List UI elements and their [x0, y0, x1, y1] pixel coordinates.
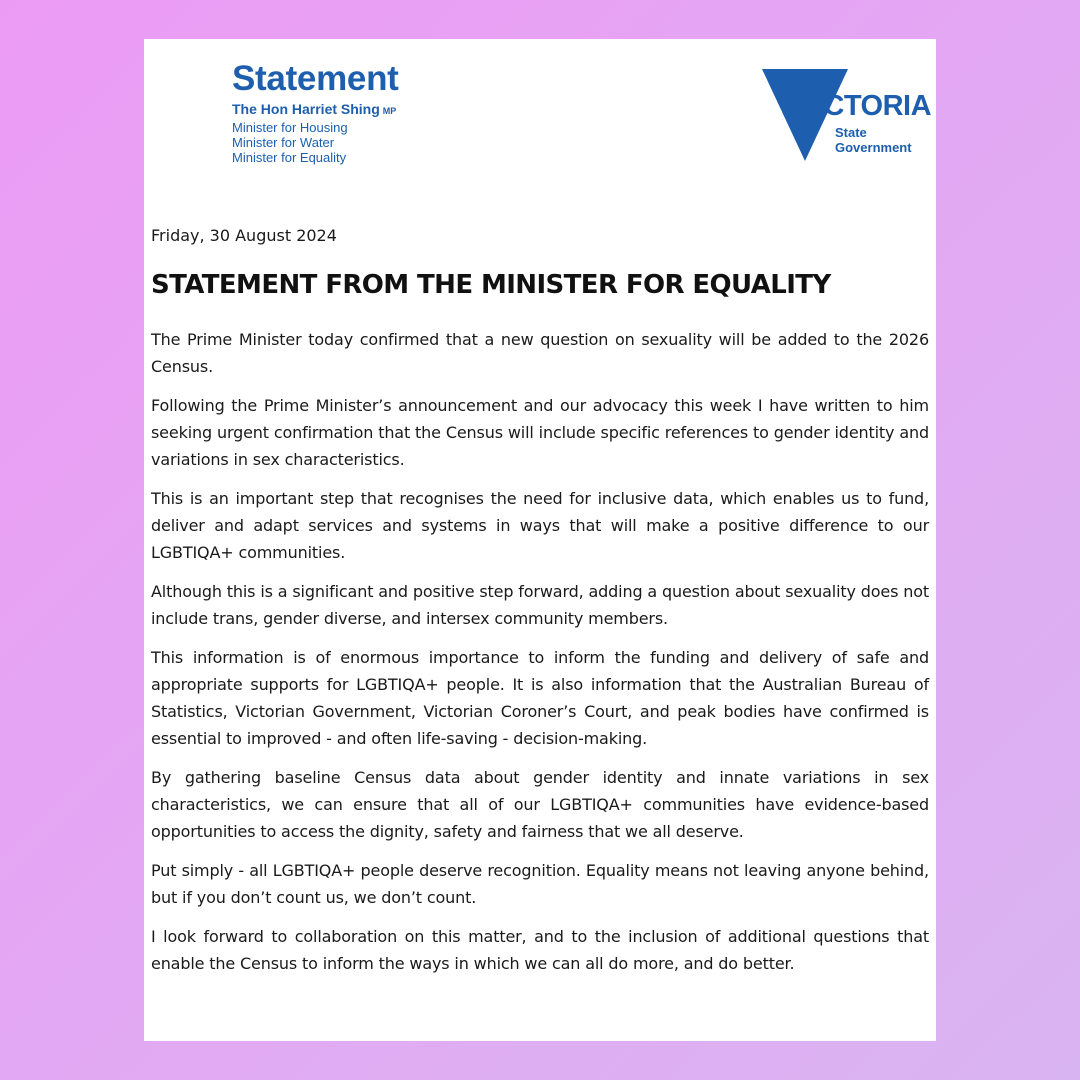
statement-heading: STATEMENT FROM THE MINISTER FOR EQUALITY — [151, 270, 831, 300]
letterhead — [232, 61, 532, 165]
government-text: Government — [835, 140, 912, 155]
victoria-state-government-logo — [760, 67, 930, 163]
minister-name — [232, 101, 532, 120]
minister-role: Minister for Housing — [232, 120, 348, 135]
body-paragraph: Put simply - all LGBTIQA+ people deserve recognition. Equality means not leaving anyone behind, but if you don’t count us, we don’t count. — [151, 861, 929, 907]
state-government-text — [835, 125, 912, 155]
victoria-wordmark: VICTORIA — [797, 90, 932, 122]
body-paragraph: Following the Prime Minister’s announcement and our advocacy this week I have written to him seeking urgent confirmation that the Census will include specific references to gender identity and variations in sex characteristics. — [151, 396, 929, 469]
body-paragraph: Although this is a significant and positive step forward, adding a question about sexuality does not include trans, gender diverse, and intersex community members. — [151, 582, 929, 628]
body-paragraph: By gathering baseline Census data about gender identity and innate variations in sex characteristics, we can ensure that all of our LGBTIQA+ communities have evidence-based opportunities to access the dignity, safety and fairness that we all deserve. — [151, 768, 929, 841]
statement-body — [151, 326, 929, 989]
minister-name-text: The Hon Harriet Shing — [232, 101, 380, 117]
body-paragraph: I look forward to collaboration on this matter, and to the inclusion of additional questions that enable the Census to inform the ways in which we can all do more, and do better. — [151, 927, 929, 973]
statement-label: Statement — [232, 59, 399, 98]
statement-date: Friday, 30 August 2024 — [151, 226, 337, 245]
state-text: State — [835, 125, 867, 140]
minister-suffix: MP — [382, 106, 397, 116]
minister-role: Minister for Equality — [232, 150, 347, 165]
body-paragraph: This is an important step that recognises the need for inclusive data, which enables us to fund, deliver and adapt services and systems in ways that will make a positive difference to our LGBTIQA+ communities. — [151, 489, 929, 562]
minister-role: Minister for Water — [232, 135, 335, 150]
body-paragraph: The Prime Minister today confirmed that a new question on sexuality will be added to the 2026 Census. — [151, 330, 929, 376]
body-paragraph: This information is of enormous importance to inform the funding and delivery of safe and appropriate supports for LGBTIQA+ people. It is also information that the Australian Bureau of Statistics, Victorian Government, Victorian Coroner’s Court, and peak bodies have confirmed is essential to improved - and often life-saving - decision-making. — [151, 648, 929, 748]
statement-document — [144, 39, 936, 1041]
